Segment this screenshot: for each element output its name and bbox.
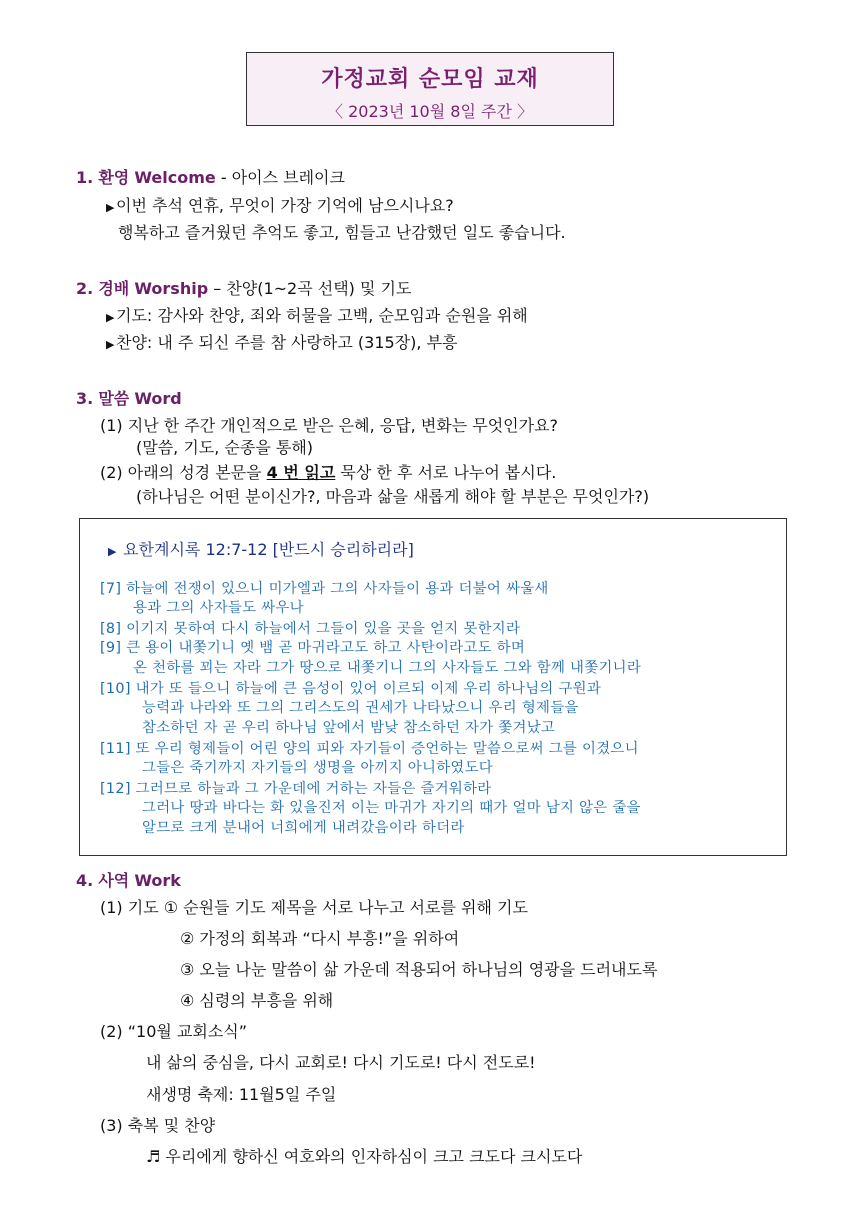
read-count-emphasis: 4 번 읽고: [266, 463, 336, 482]
bible-verse-line: [7] 하늘에 전쟁이 있으니 미가엘과 그의 사자들이 용과 더불어 싸울새: [100, 581, 549, 597]
church-news-line: 새생명 축제: 11월5일 주일: [146, 1085, 337, 1104]
word-question-2: (2) 아래의 성경 본문을 4 번 읽고 묵상 한 후 서로 나누어 봅시다.: [100, 463, 557, 482]
bible-passage-title: ▶ 요한계시록 12:7-12 [반드시 승리하리라]: [108, 540, 414, 559]
blessing-heading: (3) 축복 및 찬양: [100, 1116, 216, 1135]
section-number: 3.: [76, 389, 94, 408]
church-news-line: 내 삶의 중심을, 다시 교회로! 다시 기도로! 다시 전도로!: [146, 1053, 536, 1072]
welcome-question: ▶이번 추석 연휴, 무엇이 가장 기억에 남으시나요?: [106, 196, 454, 218]
page-title: 가정교회 순모임 교재: [321, 67, 539, 92]
section-subtitle: – 찬양(1~2곡 선택) 및 기도: [208, 279, 412, 298]
prayer-item-1: (1) 기도 ① 순원들 기도 제목을 서로 나누고 서로를 위해 기도: [100, 898, 528, 917]
bible-verse-line: [12] 그러므로 하늘과 그 가운데에 거하는 자들은 즐거워하라: [100, 781, 492, 797]
section-title-en: Welcome: [134, 168, 216, 187]
section-title-ko: 사역: [98, 871, 130, 890]
title-box: [246, 52, 614, 126]
bullet-triangle-icon: ▶: [106, 311, 115, 324]
section-welcome-heading: [76, 168, 345, 188]
bible-verse-line: 그러나 땅과 바다는 화 있을진저 이는 마귀가 자기의 때가 얼마 남지 않은 줄을: [142, 800, 641, 816]
bullet-triangle-icon: ▶: [106, 338, 115, 351]
section-work-heading: [76, 871, 181, 891]
bible-verse-line: [11] 또 우리 형제들이 어린 양의 피와 자기들이 증언하는 말씀으로써 그를 이겼으니: [100, 741, 639, 757]
prayer-item-2: ② 가정의 회복과 “다시 부흥!”을 위하여: [180, 929, 460, 948]
section-subtitle: - 아이스 브레이크: [215, 168, 345, 187]
section-title-en: Worship: [134, 279, 209, 298]
section-number: 1.: [76, 168, 94, 187]
blessing-song: ♬ 우리에게 향하신 여호와의 인자하심이 크고 크도다 크시도다: [146, 1147, 583, 1166]
word-question-2-note: (하나님은 어떤 분이신가?, 마음과 삶을 새롭게 해야 할 부분은 무엇인가?): [136, 487, 650, 506]
bible-verse-line: 참소하던 자 곧 우리 하나님 앞에서 밤낮 참소하던 자가 쫓겨났고: [142, 720, 556, 736]
word-question-1-note: (말씀, 기도, 순종을 통해): [136, 438, 314, 457]
prayer-item-3: ③ 오늘 나눈 말씀이 삶 가운데 적용되어 하나님의 영광을 드러내도록: [180, 960, 658, 979]
section-title-ko: 경배: [98, 279, 130, 298]
bible-verse-line: [9] 큰 용이 내쫓기니 옛 뱀 곧 마귀라고도 하고 사탄이라고도 하며: [100, 640, 526, 656]
page-subtitle: 〈 2023년 10월 8일 주간 〉: [327, 102, 533, 121]
bible-verse-line: 알므로 크게 분내어 너희에게 내려갔음이라 하더라: [142, 820, 465, 836]
section-word-heading: [76, 389, 182, 409]
church-news-heading: (2) “10월 교회소식”: [100, 1022, 248, 1041]
bible-verse-line: 그들은 죽기까지 자기들의 생명을 아끼지 아니하였도다: [142, 760, 494, 776]
bible-verse-line: 능력과 나라와 또 그의 그리스도의 권세가 나타났으니 우리 형제들을: [142, 700, 579, 716]
worship-praise: ▶찬양: 내 주 되신 주를 참 사랑하고 (315장), 부흥: [106, 333, 457, 355]
bullet-triangle-icon: ▶: [106, 201, 115, 214]
bible-verse-line: [8] 이기지 못하여 다시 하늘에서 그들이 있을 곳을 얻지 못한지라: [100, 621, 521, 637]
welcome-question-detail: 행복하고 즐거웠던 추억도 좋고, 힘들고 난감했던 일도 좋습니다.: [118, 223, 566, 242]
bullet-triangle-icon: ▶: [108, 545, 117, 558]
section-title-ko: 말씀: [98, 389, 130, 408]
worship-prayer: ▶기도: 감사와 찬양, 죄와 허물을 고백, 순모임과 순원을 위해: [106, 306, 528, 328]
bible-verse-line: 온 천하를 꾀는 자라 그가 땅으로 내쫓기니 그의 사자들도 그와 함께 내쫓기니라: [133, 660, 642, 676]
word-question-1: (1) 지난 한 주간 개인적으로 받은 은혜, 응답, 변화는 무엇인가요?: [100, 416, 559, 435]
section-title-en: Work: [134, 871, 181, 890]
section-number: 2.: [76, 279, 94, 298]
bible-verse-line: 용과 그의 사자들도 싸우나: [133, 600, 304, 616]
bible-verse-line: [10] 내가 또 들으니 하늘에 큰 음성이 있어 이르되 이제 우리 하나님의 구원과: [100, 681, 602, 697]
section-title-ko: 환영: [98, 168, 130, 187]
section-number: 4.: [76, 871, 94, 890]
section-title-en: Word: [134, 389, 182, 408]
section-worship-heading: [76, 279, 411, 299]
prayer-item-4: ④ 심령의 부흥을 위해: [180, 991, 334, 1010]
